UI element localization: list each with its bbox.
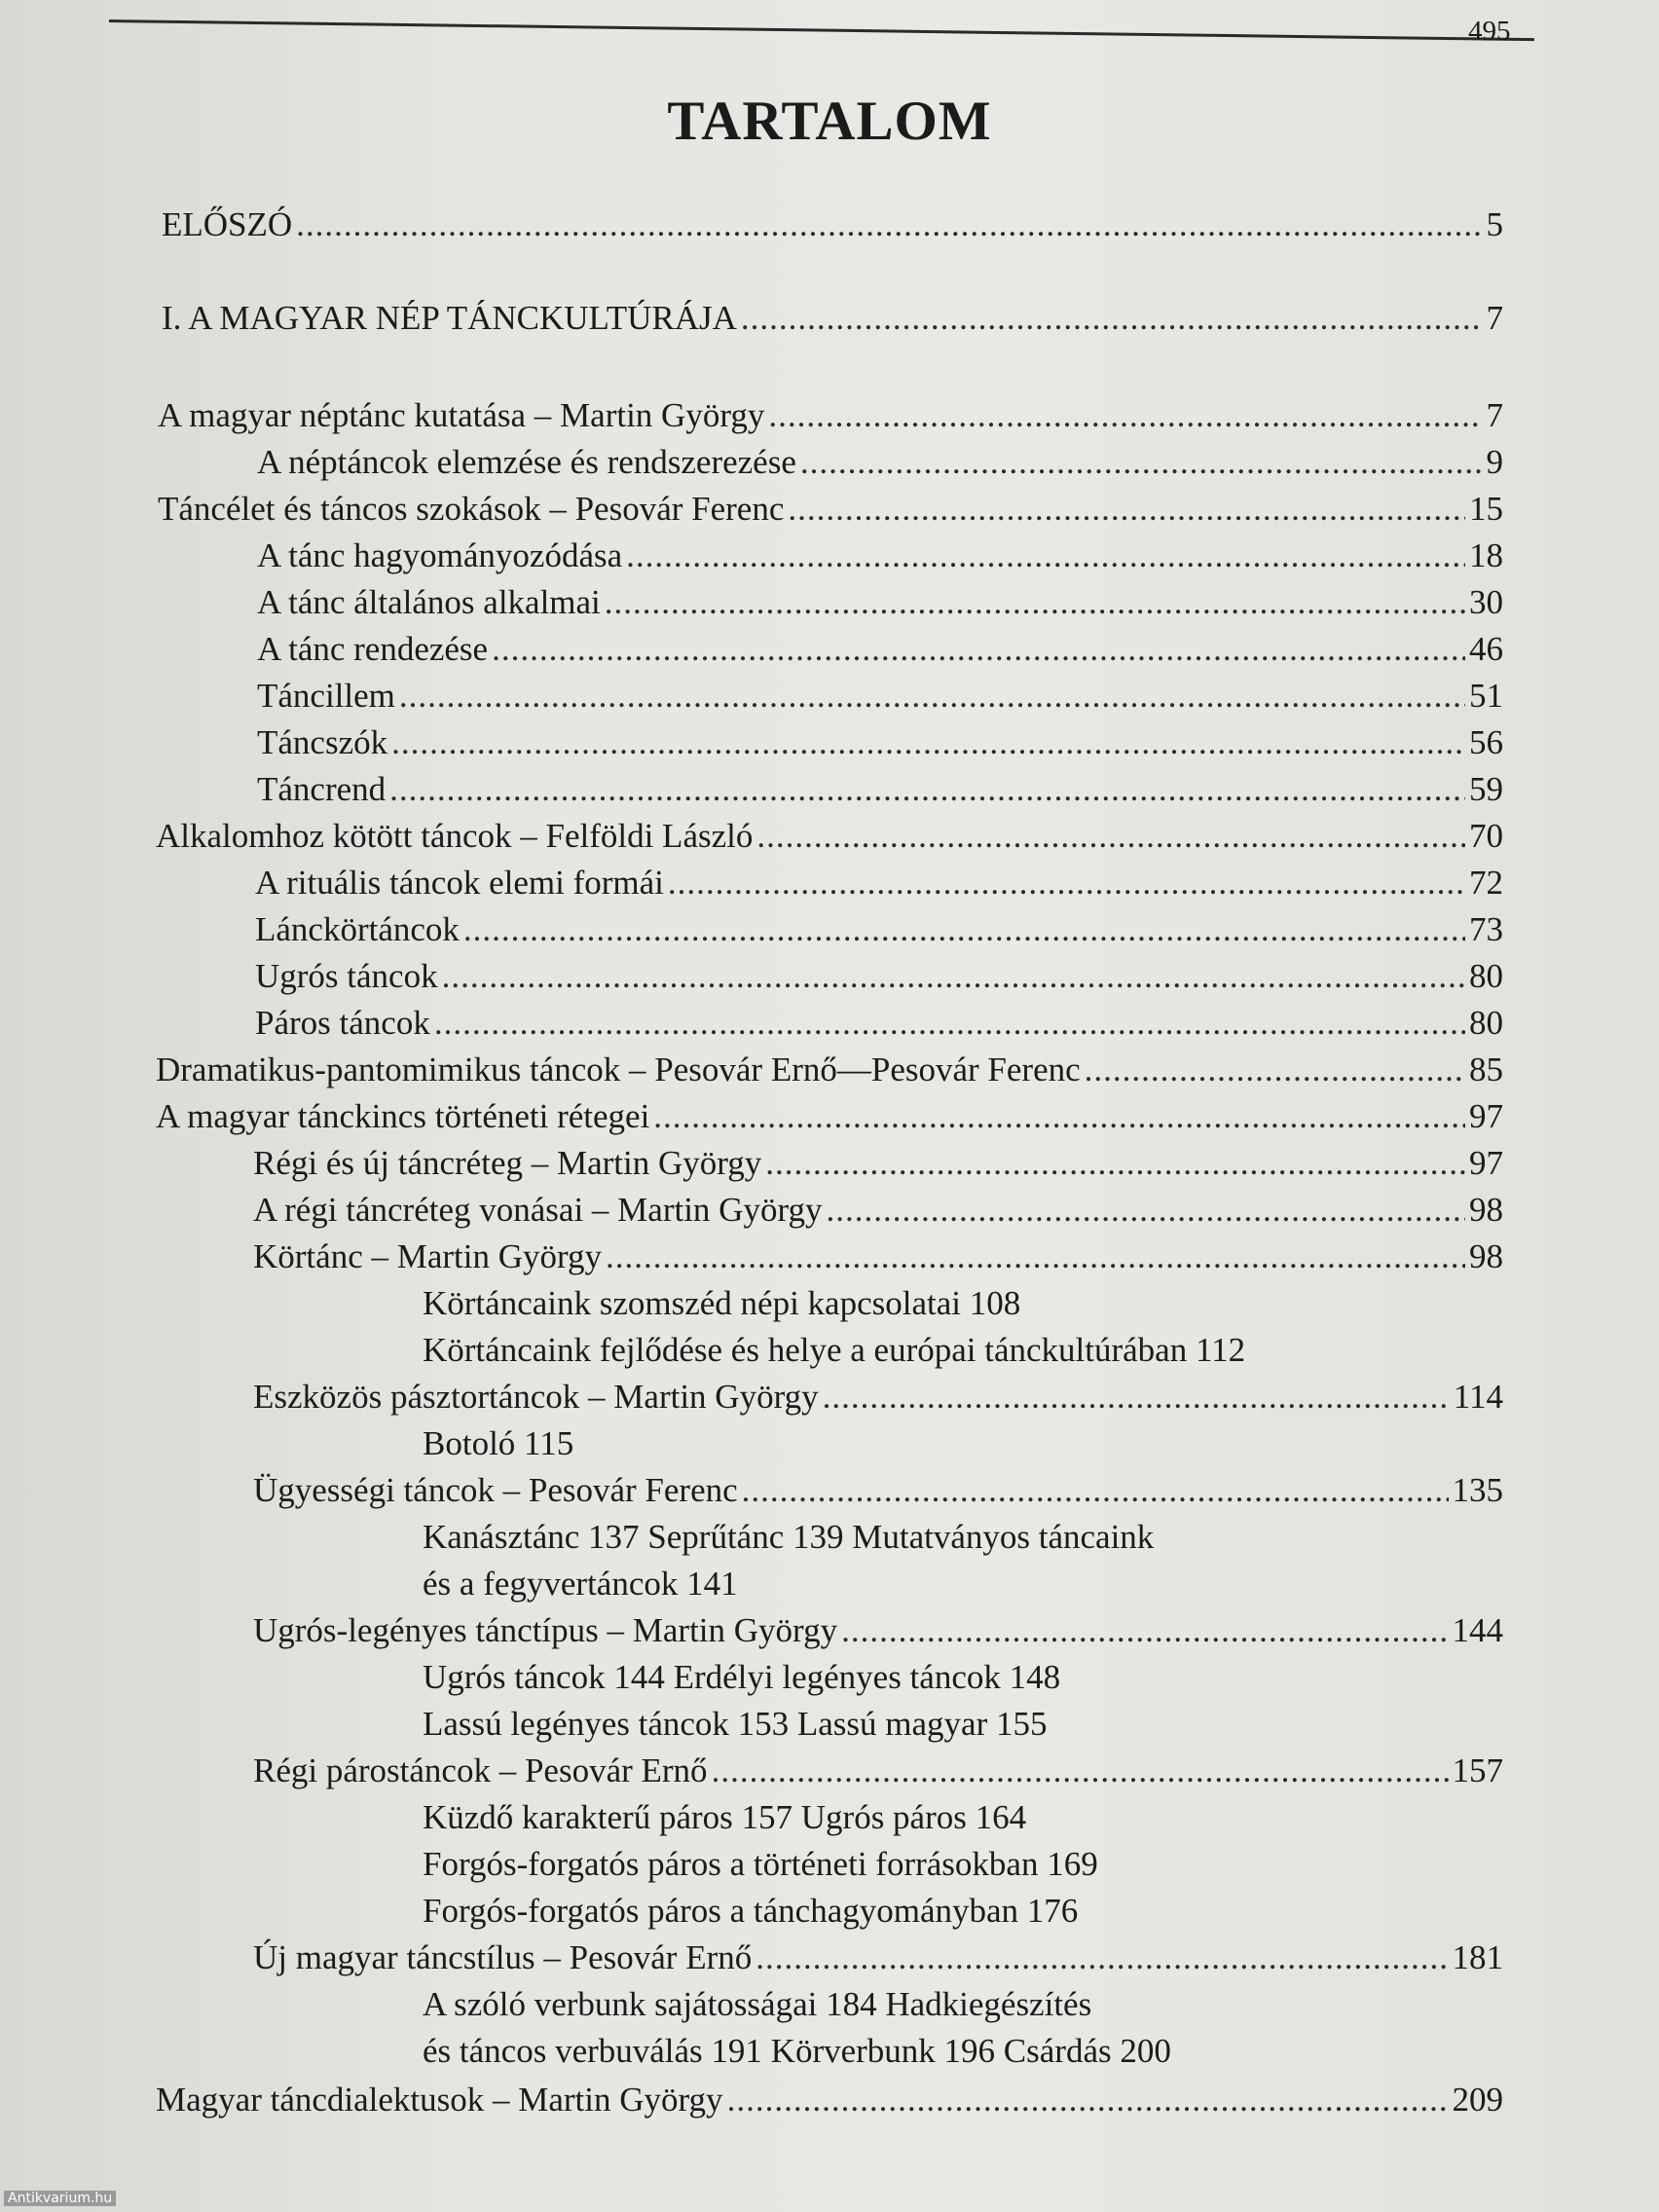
dot-leader xyxy=(823,1375,1450,1419)
toc-entry-page: 157 xyxy=(1452,1751,1503,1789)
toc-entry-page: 98 xyxy=(1469,1237,1503,1275)
toc-subline: A szóló verbunk sajátosságai 184 Hadkiegészítés xyxy=(423,1985,1092,2023)
toc-entry xyxy=(255,1001,1503,1046)
toc-entry-page: 85 xyxy=(1469,1051,1503,1088)
toc-entry-label: A rituális táncok elemi formái xyxy=(255,864,664,902)
toc-entry-label: Táncszók xyxy=(257,723,388,761)
dot-leader xyxy=(626,534,1465,578)
toc-entry-label: Körtánc – Martin György xyxy=(253,1237,603,1275)
dot-leader xyxy=(389,767,1465,812)
toc-subline: Körtáncaink fejlődése és helye a európai tánckultúrában 112 xyxy=(423,1331,1246,1369)
toc-entry xyxy=(156,1094,1503,1139)
toc-entry-label: Magyar táncdialektusok – Martin György xyxy=(156,2081,723,2119)
toc-entry xyxy=(162,296,1503,341)
dot-leader xyxy=(442,954,1465,999)
toc-entry-label: I. A MAGYAR NÉP TÁNCKULTÚRÁJA xyxy=(162,299,737,337)
toc-entry-page: 181 xyxy=(1452,1938,1503,1976)
dot-leader xyxy=(463,907,1465,952)
toc-entry-page: 15 xyxy=(1469,490,1503,528)
toc-entry xyxy=(156,2078,1503,2122)
toc-entry xyxy=(158,487,1503,532)
toc-entry-label: ELŐSZÓ xyxy=(162,205,293,243)
toc-entry-page: 7 xyxy=(1486,299,1503,337)
dot-leader xyxy=(727,2078,1449,2122)
toc-entry-page: 70 xyxy=(1469,817,1503,855)
toc-entry-label: A tánc rendezése xyxy=(257,630,489,668)
toc-entry-label: A magyar néptánc kutatása – Martin György xyxy=(158,396,765,434)
dot-leader xyxy=(605,580,1465,625)
toc-entry xyxy=(257,440,1503,485)
dot-leader xyxy=(399,674,1465,719)
toc-entry xyxy=(156,814,1503,859)
toc-subline: Körtáncaink szomszéd népi kapcsolatai 108 xyxy=(423,1284,1021,1322)
toc-entry-label: Alkalomhoz kötött táncok – Felföldi László xyxy=(156,817,754,855)
dot-leader xyxy=(841,1608,1448,1653)
dot-leader xyxy=(391,720,1465,765)
toc-entry xyxy=(253,1936,1503,1980)
dot-leader xyxy=(788,487,1465,532)
toc-entry xyxy=(158,393,1503,438)
toc-entry-page: 144 xyxy=(1452,1611,1503,1649)
toc-subline: Kanásztánc 137 Seprűtánc 139 Mutatványos táncaink xyxy=(423,1518,1155,1556)
toc-entry-page: 9 xyxy=(1486,443,1503,481)
dot-leader xyxy=(712,1749,1449,1793)
toc-entry-label: Ugrós-legényes tánctípus – Martin György xyxy=(253,1611,838,1649)
toc-entry xyxy=(253,1375,1503,1419)
toc-entry-page: 135 xyxy=(1452,1471,1503,1509)
toc-entry-page: 80 xyxy=(1469,1004,1503,1042)
toc-entry-page: 18 xyxy=(1469,536,1503,574)
dot-leader xyxy=(826,1188,1465,1233)
dot-leader xyxy=(768,393,1482,438)
page-number: 495 xyxy=(1468,16,1511,47)
toc-entry xyxy=(257,767,1503,812)
toc-entry-label: Eszközös pásztortáncok – Martin György xyxy=(253,1378,819,1416)
toc-entry-page: 7 xyxy=(1486,396,1503,434)
toc-entry-page: 80 xyxy=(1469,957,1503,995)
toc-entry-label: Lánckörtáncok xyxy=(255,910,460,948)
toc-entry-label: Régi párostáncok – Pesovár Ernő xyxy=(253,1751,708,1789)
toc-entry-label: Új magyar táncstílus – Pesovár Ernő xyxy=(253,1938,753,1976)
toc-entry-page: 209 xyxy=(1452,2081,1503,2119)
toc-subline: Küzdő karakterű páros 157 Ugrós páros 164 xyxy=(423,1798,1027,1836)
toc-entry xyxy=(156,1048,1503,1092)
toc-subline: Lassú legényes táncok 153 Lassú magyar 155 xyxy=(423,1705,1048,1743)
toc-entry xyxy=(253,1749,1503,1793)
toc-entry xyxy=(257,627,1503,672)
dot-leader xyxy=(800,440,1483,485)
toc-entry-page: 72 xyxy=(1469,864,1503,902)
toc-entry xyxy=(255,954,1503,999)
toc-entry-label: Táncillem xyxy=(257,677,395,715)
watermark: Antikvarium.hu xyxy=(4,2191,116,2206)
dot-leader xyxy=(606,1235,1465,1279)
dot-leader xyxy=(296,203,1482,247)
dot-leader xyxy=(741,296,1483,341)
toc-entry-page: 114 xyxy=(1453,1378,1503,1416)
toc-entry xyxy=(257,580,1503,625)
toc-entry-label: A régi táncréteg vonásai – Martin György xyxy=(253,1191,823,1229)
toc-entry-page: 97 xyxy=(1469,1097,1503,1135)
toc-entry-label: Dramatikus-pantomimikus táncok – Pesovár Ernő—Pesovár Ferenc xyxy=(156,1051,1081,1088)
toc-subline: és táncos verbuválás 191 Körverbunk 196 Csárdás 200 xyxy=(423,2032,1171,2070)
dot-leader xyxy=(765,1141,1465,1186)
toc-entry-label: A néptáncok elemzése és rendszerezése xyxy=(257,443,796,481)
dot-leader xyxy=(756,814,1465,859)
toc-entry-label: Páros táncok xyxy=(255,1004,430,1042)
toc-entry-label: A tánc általános alkalmai xyxy=(257,583,601,621)
toc-entry-page: 46 xyxy=(1469,630,1503,668)
toc-entry xyxy=(253,1608,1503,1653)
page-title: TARTALOM xyxy=(667,91,992,152)
toc-entry-page: 30 xyxy=(1469,583,1503,621)
toc-entry xyxy=(253,1188,1503,1233)
toc-subline: és a fegyvertáncok 141 xyxy=(423,1565,738,1603)
toc-subline: Ugrós táncok 144 Erdélyi legényes táncok 148 xyxy=(423,1658,1061,1696)
dot-leader xyxy=(742,1468,1449,1513)
toc-entry-label: A magyar tánckincs történeti rétegei xyxy=(156,1097,650,1135)
toc-entry xyxy=(253,1468,1503,1513)
toc-entry-page: 73 xyxy=(1469,910,1503,948)
toc-entry-page: 59 xyxy=(1469,770,1503,808)
toc-entry-label: A tánc hagyományozódása xyxy=(257,536,623,574)
toc-entry xyxy=(257,534,1503,578)
dot-leader xyxy=(1085,1048,1465,1092)
toc-subline: Forgós-forgatós páros a tánchagyományban 176 xyxy=(423,1892,1079,1930)
toc-entry-page: 5 xyxy=(1486,205,1503,243)
toc-entry xyxy=(257,674,1503,719)
dot-leader xyxy=(756,1936,1448,1980)
dot-leader xyxy=(668,861,1465,905)
toc-entry xyxy=(257,720,1503,765)
toc-entry-page: 97 xyxy=(1469,1144,1503,1182)
toc-entry-page: 51 xyxy=(1469,677,1503,715)
dot-leader xyxy=(653,1094,1465,1139)
toc-entry xyxy=(253,1141,1503,1186)
toc-entry-label: Ugrós táncok xyxy=(255,957,438,995)
dot-leader xyxy=(434,1001,1465,1046)
toc-subline: Botoló 115 xyxy=(423,1424,574,1462)
toc-entry xyxy=(253,1235,1503,1279)
toc-entry xyxy=(162,203,1503,247)
toc-entry-page: 56 xyxy=(1469,723,1503,761)
toc-entry xyxy=(255,907,1503,952)
toc-subline: Forgós-forgatós páros a történeti forrásokban 169 xyxy=(423,1845,1098,1883)
toc-entry-label: Régi és új táncréteg – Martin György xyxy=(253,1144,762,1182)
toc-entry-label: Ügyességi táncok – Pesovár Ferenc xyxy=(253,1471,738,1509)
toc-entry-label: Táncélet és táncos szokások – Pesovár Ferenc xyxy=(158,490,785,528)
dot-leader xyxy=(492,627,1465,672)
toc-entry-label: Táncrend xyxy=(257,770,387,808)
toc-entry-page: 98 xyxy=(1469,1191,1503,1229)
toc-entry xyxy=(255,861,1503,905)
